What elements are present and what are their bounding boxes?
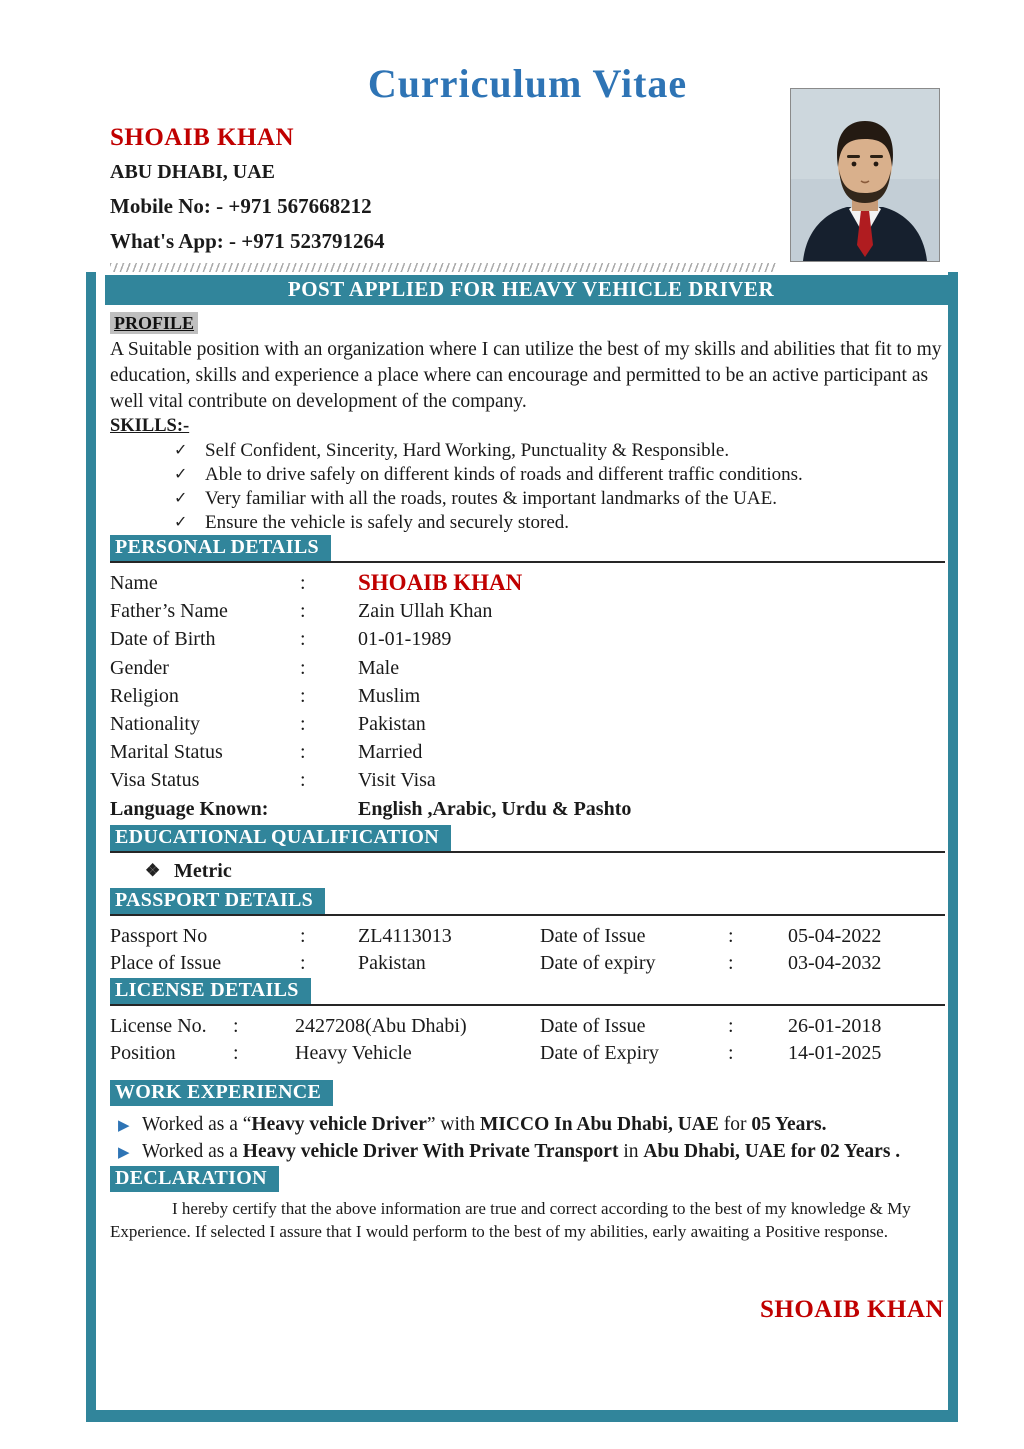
skills-section-heading: SKILLS:- [110,416,190,436]
table-row [110,950,945,977]
row-colon: : [300,628,306,651]
row-value: ZL4113013 [358,924,452,947]
work-experience-heading-bar [110,1080,945,1106]
row-label: License No. [110,1014,207,1037]
row-colon: : [300,572,306,594]
row-colon: : [728,1014,734,1037]
row-value: Pakistan [358,713,426,736]
row-value: Married [358,741,423,764]
row-value: 2427208(Abu Dhabi) [295,1014,467,1037]
content-area [110,312,945,1243]
education-heading: EDUCATIONAL QUALIFICATION [110,825,451,851]
signature-name: SHOAIB KHAN [759,1296,944,1323]
row-colon: : [300,951,306,974]
whatsapp-number: What's App: - +971 523791264 [110,229,385,253]
row-label: Visa Status [110,769,200,792]
table-row [110,710,945,738]
license-heading: LICENSE DETAILS [110,978,311,1004]
passport-details-table [110,923,945,977]
table-row [110,597,945,625]
row-label: Date of Issue [540,924,646,947]
work-experience-heading: WORK EXPERIENCE [110,1080,333,1106]
row-colon: : [300,600,306,623]
table-row [110,923,945,950]
passport-heading-bar [110,888,945,916]
row-label: Date of expiry [540,951,656,974]
diamond-bullet-icon: ❖ [145,860,161,880]
profile-photo [790,88,940,262]
table-row [110,625,945,653]
row-colon: : [233,1041,239,1064]
row-label: Date of Birth [110,628,216,651]
arrow-bullet-icon: ▶ [118,1144,130,1161]
skill-item [110,487,945,511]
row-label: Nationality [110,713,200,736]
row-colon: : [728,924,734,947]
row-value: 14-01-2025 [788,1041,882,1064]
row-value: Pakistan [358,951,426,974]
skill-item [110,439,945,463]
decorative-hatch-line [110,263,776,272]
checkmark-icon: ✓ [174,514,188,531]
table-row [110,766,945,794]
mobile-number: Mobile No: - +971 567668212 [110,194,372,218]
row-value: Visit Visa [358,769,436,792]
declaration-heading: DECLARATION [110,1166,279,1192]
skill-text: Self Confident, Sincerity, Hard Working, Punctuality & Responsible. [205,440,730,461]
license-details-table [110,1013,945,1067]
skill-item [110,463,945,487]
declaration-text: I hereby certify that the above information are true and correct according to the best of my knowledge & My Experience. If selected I assure that I would perform to the best of my abilities, early awaiting a Positive response. [110,1198,911,1241]
row-value: SHOAIB KHAN [358,570,523,595]
arrow-bullet-icon: ▶ [118,1117,130,1134]
education-text: Metric [174,859,232,882]
row-value: Male [358,656,400,679]
row-label: Place of Issue [110,951,222,974]
page-border-bottom [86,1410,958,1422]
row-label: Religion [110,684,179,707]
row-colon: : [300,769,306,792]
passport-heading: PASSPORT DETAILS [110,888,325,914]
row-value: 01-01-1989 [358,628,452,651]
experience-text: Worked as a Heavy vehicle Driver With Private Transport in Abu Dhabi, UAE for 02 Years . [142,1140,901,1162]
portrait-icon [791,89,939,261]
table-row [110,1013,945,1040]
table-row [110,795,945,823]
checkmark-icon: ✓ [174,490,188,507]
experience-item [110,1112,945,1139]
post-applied-banner: POST APPLIED FOR HEAVY VEHICLE DRIVER [105,275,957,305]
experience-text: Worked as a “Heavy vehicle Driver” with MICCO In Abu Dhabi, UAE for 05 Years. [142,1113,827,1135]
education-item [110,858,945,884]
row-colon: : [300,924,306,947]
candidate-location: ABU DHABI, UAE [110,161,276,183]
skill-item [110,511,945,535]
table-row [110,654,945,682]
declaration-heading-bar [110,1166,945,1192]
license-heading-bar [110,978,945,1006]
row-colon: : [300,713,306,736]
skills-list [110,439,945,535]
row-value: 26-01-2018 [788,1014,882,1037]
personal-details-heading-bar [110,535,945,563]
row-value: Heavy Vehicle [295,1041,412,1064]
row-label: Marital Status [110,741,223,764]
profile-section-heading [110,312,945,334]
row-label: Father’s Name [110,600,228,623]
row-label: Position [110,1041,176,1064]
checkmark-icon: ✓ [174,442,188,459]
row-label: Date of Issue [540,1014,646,1037]
row-colon: : [300,741,306,764]
education-heading-bar [110,825,945,853]
skill-text: Ensure the vehicle is safely and securely stored. [205,512,570,533]
row-colon: : [728,1041,734,1064]
row-colon: : [300,656,306,679]
table-row [110,682,945,710]
row-colon: : [728,951,734,974]
row-label: Name [110,572,158,594]
row-label: Gender [110,656,169,679]
skill-text: Able to drive safely on different kinds of roads and different traffic conditions. [205,464,803,485]
document-title: Curriculum Vitae [367,61,688,106]
experience-list [110,1112,945,1166]
row-label: Passport No [110,924,208,947]
row-value: Muslim [358,684,421,707]
candidate-name: SHOAIB KHAN [110,124,295,151]
checkmark-icon: ✓ [174,466,188,483]
skill-text: Very familiar with all the roads, routes & important landmarks of the UAE. [205,488,777,509]
personal-details-table [110,569,945,823]
experience-item [110,1139,945,1166]
personal-details-heading: PERSONAL DETAILS [110,535,331,561]
row-label: Language Known: [110,797,269,820]
row-value: 05-04-2022 [788,924,882,947]
row-colon: : [300,684,306,707]
table-row [110,1040,945,1067]
row-value: English ,Arabic, Urdu & Pashto [358,797,632,820]
row-value: 03-04-2032 [788,951,882,974]
page-border-right [948,272,958,1422]
table-row [110,569,945,597]
profile-heading-label: PROFILE [110,312,198,334]
profile-text: A Suitable position with an organization where I can utilize the best of my skills and abilities that fit to my education, skills and experience a place where can encourage and permitted to be an active participant as well vital contribute on development of the company. [110,339,942,412]
row-colon: : [233,1014,239,1037]
row-value: Zain Ullah Khan [358,600,493,623]
page-border-left [86,272,96,1422]
table-row [110,738,945,766]
row-label: Date of Expiry [540,1041,659,1064]
